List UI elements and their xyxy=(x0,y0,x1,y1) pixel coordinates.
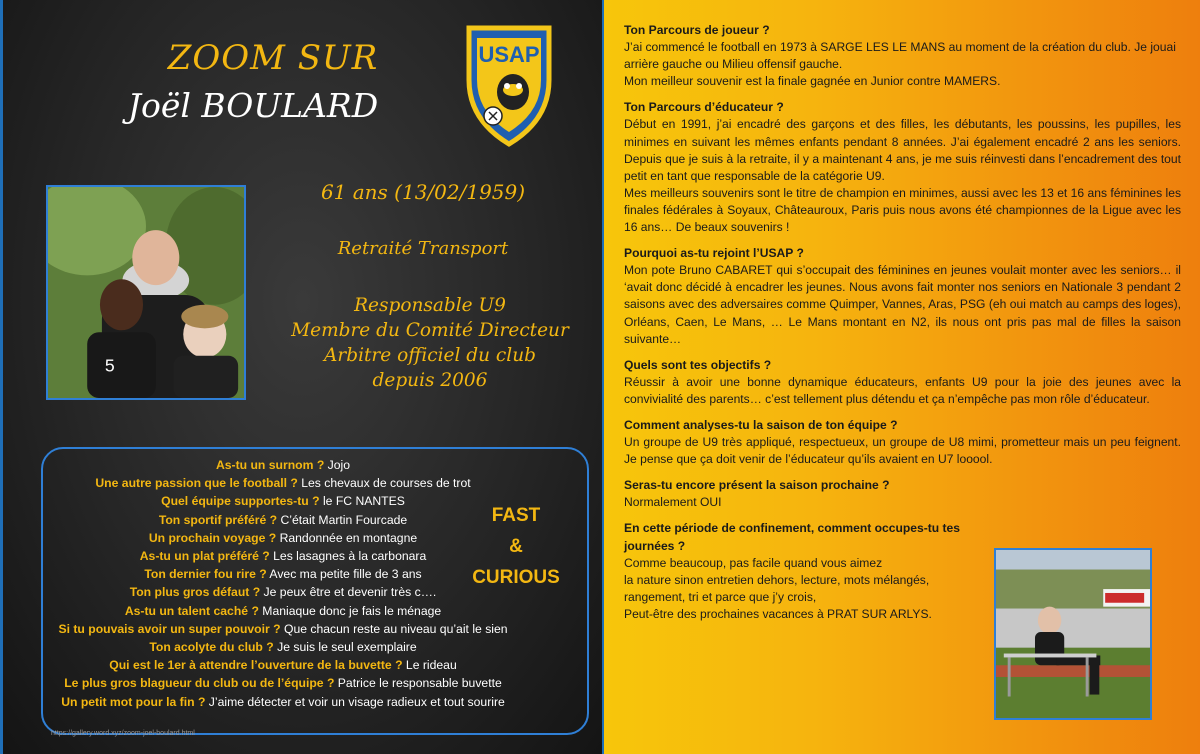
list-item: As-tu un surnom ? Jojo xyxy=(215,458,351,472)
fast-curious-label xyxy=(471,500,561,593)
list-item: As-tu un plat préféré ? Les lasagnes à la carbonara xyxy=(139,549,427,564)
section-body: Normalement OUI xyxy=(624,495,722,510)
age-text: 61 ans (13/02/1959) xyxy=(320,180,526,204)
list-item: Ton acolyte du club ? Je suis le seul exemplaire xyxy=(149,640,417,655)
list-item: Une autre passion que le football ? Les chevaux de courses de trot xyxy=(95,476,471,491)
section-coach xyxy=(624,99,1181,236)
section-heading: Comment analyses-tu la saison de ton équipe ? xyxy=(624,417,898,432)
section-heading: Quels sont tes objectifs ? xyxy=(624,357,772,372)
list-item: Ton dernier fou rire ? Avec ma petite fille de 3 ans xyxy=(144,567,422,582)
section-body: Réussir à avoir une bonne dynamique éducateurs, enfants U9 pour la joie des jeunes avec la convivialité des parents… c’est tellement plus détendu et ça n’empêche pas mon rôle d’éducateur. xyxy=(624,374,1181,406)
bench-photo xyxy=(994,548,1152,720)
list-item: Le plus gros blagueur du club ou de l’équipe ? Patrice le responsable buvette xyxy=(64,676,502,691)
roles-block xyxy=(265,293,595,393)
section-body: Mon pote Bruno CABARET qui s’occupait des féminines en jeunes voulait monter avec les seniors… il ‘avait donc décidé à encadrer les jeunes. Nous avons fait monter nos seniors en Nationale 3 pendant 2 saisons avec des adversaires comme Quimper, Vannes, Aras, PSG (eh oui match au camps des loges), Orléans, Caen, Le Mans, … Le Mans montant en N2, ils nous ont pris pas mal de filles la saison suivante… xyxy=(624,263,1181,346)
ampersand: & xyxy=(509,536,523,557)
section-next-season xyxy=(624,477,964,511)
section-heading: Ton Parcours d’éducateur ? xyxy=(624,100,784,115)
list-item: Un prochain voyage ? Randonnée en montagne xyxy=(148,530,418,545)
role-line: depuis 2006 xyxy=(372,370,488,391)
zoom-title: ZOOM SUR xyxy=(167,38,379,78)
svg-text:5: 5 xyxy=(104,355,115,376)
job-text: Retraité Transport xyxy=(337,238,509,259)
list-item: Si tu pouvais avoir un super pouvoir ? Que chacun reste au niveau qu’ait le sien xyxy=(58,621,508,636)
role-line: Membre du Comité Directeur xyxy=(291,320,569,341)
section-heading: Seras-tu encore présent la saison prochaine ? xyxy=(624,478,890,493)
section-heading: En cette période de confinement, comment occupes-tu tes journées ? xyxy=(624,521,961,553)
section-player xyxy=(624,22,1181,90)
usap-logo-icon xyxy=(461,20,557,148)
section-body: Comme beaucoup, pas facile quand vous aimez la nature sinon entretien dehors, lecture, mots mélangés, rangement, tri et parce que j’y crois, Peut-être des prochaines vacances à PRAT SUR ARLYS. xyxy=(624,555,932,621)
section-goals xyxy=(624,357,1181,408)
role-line: Responsable U9 xyxy=(354,295,506,316)
section-body: Début en 1991, j’ai encadré des garçons et des filles, les débutants, les poussins, les pupilles, les minimes en suivant les mêmes enfants pendant 8 années. J’ai également encadré 2 ans les seniors. Depuis que je suis à la retraite, il y a maintenant 4 ans, je me suis réinvesti dans l’encadrement des tout petit en tant que responsable de la catégorie U9. Mes meilleurs souvenirs sont le titre de champion en minimes, aussi avec les 13 et 16 ans féminines les finales fédérales à Soyaux, Châteauroux, Paris puis nous avons été championnes de la Ligue avec les 16 ans… De beaux souvenirs ! xyxy=(624,117,1181,235)
portrait-photo xyxy=(46,185,246,400)
section-body: Un groupe de U9 très appliqué, respectueux, un groupe de U8 mimi, prometteur mais un peu feignent. Je pense que ça doit venir de l’éducateur qu’ils avaient en U7 looool. xyxy=(624,435,1181,467)
list-item: Quel équipe supportes-tu ? le FC NANTES xyxy=(161,494,405,509)
section-lockdown xyxy=(624,520,964,623)
list-item: Ton sportif préféré ? C’était Martin Fourcade xyxy=(158,512,408,527)
section-body: J’ai commencé le football en 1973 à SARGE LES LE MANS au moment de la création du club. Je jouai arrière gauche ou Milieu offensif gauche. Mon meilleur souvenir est la finale gagnée en Junior contre MAMERS. xyxy=(624,40,1176,89)
right-panel xyxy=(602,0,1200,754)
section-why xyxy=(624,245,1181,348)
list-item: As-tu un talent caché ? Maniaque donc je fais le ménage xyxy=(124,603,442,618)
section-heading: Pourquoi as-tu rejoint l’USAP ? xyxy=(624,246,804,261)
list-item: Qui est le 1er à attendre l’ouverture de la buvette ? Le rideau xyxy=(109,658,457,673)
fast-curious-list xyxy=(43,456,523,711)
player-name: Joël BOULARD xyxy=(127,86,379,125)
list-item: Un petit mot pour la fin ? J’aime détecter et voir un visage radieux et tout sourire xyxy=(61,694,505,709)
logo-text: USAP xyxy=(478,42,540,67)
role-line: Arbitre officiel du club xyxy=(324,345,536,366)
fast-label: FAST xyxy=(491,505,541,526)
interview-text xyxy=(624,22,1181,632)
curious-label: CURIOUS xyxy=(472,567,560,588)
list-item: Ton plus gros défaut ? Je peux être et devenir très c…. xyxy=(129,585,437,600)
section-season xyxy=(624,417,1181,468)
footer-url: https://gallery.word.xyz/zoom-joel-boulard.html xyxy=(51,730,195,737)
section-heading: Ton Parcours de joueur ? xyxy=(624,23,770,37)
